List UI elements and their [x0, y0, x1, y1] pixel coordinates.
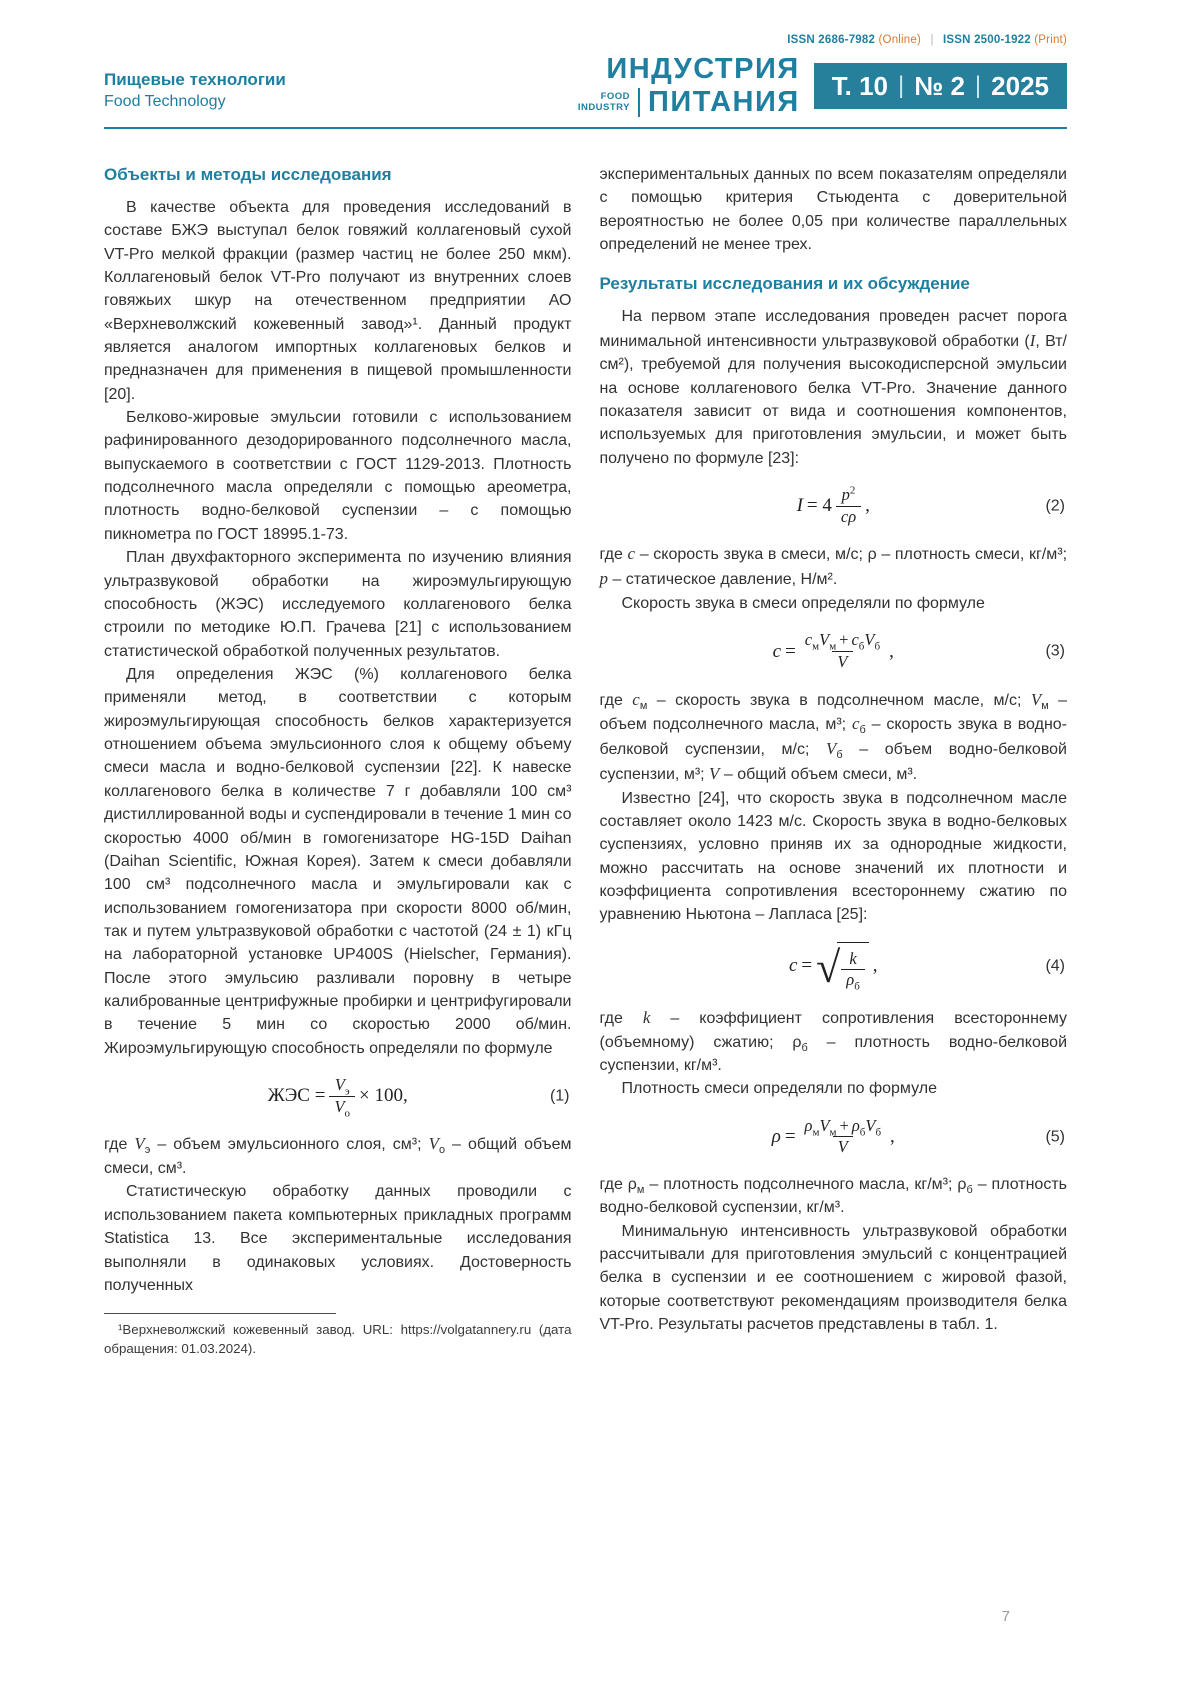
journal-title-line2	[578, 88, 800, 117]
radicand	[837, 942, 869, 991]
volume-issue-badge	[814, 63, 1067, 109]
fraction-denominator: cρ	[836, 506, 861, 528]
paragraph: На первом этапе исследования проведен расчет порога минимальной интенсивности ультразвуковой обработки (I, Вт/см²), требуемой для получения высокодисперсной эмульсии на основе коллагенового белка VT-Pro. Значение данного показателя зависит от вида и соотношения компонентов, используемых для приготовления эмульсии, и может быть получено по формуле [23]:	[599, 308, 1067, 467]
formula-legend: где c – скорость звука в смеси, м/с; ρ – плотность смеси, кг/м³; p – статическое давление, Н/м².	[599, 544, 1068, 589]
paragraph: Белково-жировые эмульсии готовили с использованием рафинированного дезодорированного подсолнечного масла, выпускаемого в соответствии с ГОСТ 1129-2013. Плотность подсолнечного масла определяли с помощью ареометра, плотность водно-белковой суспензии – с помощью пикнометра по ГОСТ 18995.1-73.	[104, 409, 572, 543]
formula-body	[787, 942, 880, 991]
formula-tail: ,	[872, 955, 878, 977]
fraction-numerator: $c_мV_м + c_бV_б$	[804, 630, 881, 653]
fraction-denominator: V	[833, 1136, 853, 1158]
formula-legend: где $V_э$ – объем эмульсионного слоя, см³; $V_о$ – общий объем смеси, см³.	[104, 1134, 572, 1178]
right-column	[600, 163, 1068, 1358]
fraction-denominator: V	[832, 651, 852, 673]
heading-objects-methods: Объекты и методы исследования	[104, 165, 392, 184]
heading-results-discussion: Результаты исследования и их обсуждение	[599, 274, 970, 294]
page-number: 7	[1001, 1608, 1010, 1625]
fraction	[800, 630, 885, 672]
issn-separator: |	[930, 34, 934, 46]
formula-tail: ,	[865, 495, 870, 517]
issn-print-number: ISSN 2500-1922	[943, 34, 1031, 46]
formula-legend: где k – коэффициент сопротивления всестороннему (объемному) сжатию; $\rho_б$ – плотность водно-белковой суспензии, кг/м³.	[599, 1007, 1068, 1075]
footnote-text: ¹Верхневолжский кожевенный завод. URL: https://volgatannery.ru (дата обращения: 01.03.2024).	[104, 1322, 572, 1356]
formula-tail: × 100,	[359, 1085, 408, 1107]
formula-lhs-variable: c	[772, 640, 782, 662]
paragraph: План двухфакторного эксперимента по изучению влияния ультразвуковой обработки на жироэмульгирующую способность (ЖЭС) исследуемого коллагенового белка строили по методике Ю.П. Грачева [21] с использованием статистической обработкой полученных результатов.	[104, 549, 572, 660]
formula-lhs-variable: c	[788, 955, 798, 977]
volume-separator: |	[974, 72, 982, 99]
fraction	[841, 949, 865, 991]
paragraph: Плотность смеси определяли по формуле	[621, 1080, 937, 1098]
formula-body	[770, 1116, 897, 1158]
journal-identity-block	[578, 34, 1067, 117]
formula-body	[771, 630, 896, 672]
footnote	[104, 1313, 572, 1358]
formula-legend: где $c_м$ – скорость звука в подсолнечном масле, м/с; $V_м$ – объем подсолнечного масла, м³; $c_б$ – скорость звука в водно-белковой суспензии, м/с; $V_б$ – объем водно-белковой суспензии, м³; V – общий объем смеси, м³.	[599, 689, 1068, 783]
journal-title	[578, 55, 800, 117]
left-column	[104, 163, 572, 1358]
journal-title-en-line1: FOOD	[600, 91, 631, 103]
formula-legend: где $\rho_м$ – плотность подсолнечного масла, кг/м³; $\rho_б$ – плотность водно-белковой суспензии, кг/м³.	[599, 1176, 1067, 1217]
fraction	[836, 485, 861, 527]
equation-number: (2)	[1045, 497, 1065, 515]
formula-lhs: =	[801, 955, 813, 977]
equation-number: (3)	[1045, 642, 1065, 660]
issn-line	[787, 34, 1067, 46]
issue-label: № 2	[914, 71, 965, 101]
year-label: 2025	[991, 71, 1049, 101]
formula-lhs: =	[785, 640, 796, 662]
section-title-en: Food Technology	[104, 93, 226, 110]
formula-lhs-variable: I	[796, 495, 803, 517]
journal-title-ru-line1: ИНДУСТРИЯ	[606, 53, 800, 85]
section-title-block	[104, 70, 286, 117]
fraction	[800, 1116, 887, 1158]
formula-zhes	[104, 1075, 572, 1120]
fraction-denominator: $V_о$	[329, 1096, 355, 1118]
fraction-numerator: $p^2$	[841, 484, 856, 505]
formula-tail: ,	[889, 640, 894, 662]
formula-lhs-variable: ρ	[771, 1126, 781, 1147]
formula-lhs: = 4	[806, 495, 832, 517]
paragraph: Для определения ЖЭС (%) коллагенового белка применяли метод, в соответствии с которым жироэмульгирующая способность белков характеризуется отношением объема эмульсионного слоя к общему объему смеси масла и водно-белковой суспензии [22]. К навеске коллагенового белка в количестве 7 г добавляли 100 см³ дистиллированной воды и суспендировали в течение 1 мин со скоростью 4000 об/мин в гомогенизаторе HG-15D Daihan (Daihan Scientific, Южная Корея). Затем к смеси добавляли 100 см³ подсолнечного масла и эмульгировали как с использованием гомогенизатора при скорости 8000 об/мин, так и путем ультразвуковой обработки с частотой (24 ± 1) кГц на лабораторной установке UP400S (Hielscher, Германия). После этого эмульсию разливали поровну в четыре калиброванные центрифужные пробирки и центрифугировали в течение 5 мин со скоростью 2000 об/мин. Жироэмульгирующую способность определяли по формуле	[104, 666, 572, 1057]
equation-number: (1)	[549, 1087, 570, 1105]
equation-number: (5)	[1045, 1128, 1065, 1146]
fraction-numerator: $\rho_мV_м + \rho_бV_б$	[804, 1115, 882, 1139]
formula-mixture-density	[600, 1116, 1068, 1158]
formula-tail: ,	[890, 1126, 895, 1147]
fraction-numerator: $V_э$	[334, 1075, 350, 1098]
paragraph-continuation: экспериментальных данных по всем показателям определяли с помощью критерия Стьюдента с доверительной вероятностью не более 0,05 при количестве параллельных определений не менее трех.	[599, 166, 1067, 254]
formula-intensity	[600, 485, 1068, 527]
issn-online-label: (Online)	[878, 34, 922, 46]
journal-title-ru-line2: ПИТАНИЯ	[648, 86, 800, 118]
paragraph: Статистическую обработку данных проводили с использованием пакета компьютерных прикладных программ Statistica 13. Все экспериментальные исследования выполняли в одинаковых условиях. Достоверность полученных	[104, 1183, 572, 1294]
issn-print-label: (Print)	[1034, 34, 1067, 46]
paragraph: Скорость звука в смеси определяли по формуле	[621, 594, 985, 612]
volume-separator: |	[898, 72, 905, 99]
page-header	[104, 34, 1067, 117]
footnote-divider	[104, 1313, 336, 1314]
formula-body	[266, 1075, 410, 1120]
fraction-numerator: k	[849, 948, 857, 968]
volume-label: Т. 10	[831, 71, 889, 101]
radical-sign: √	[816, 942, 841, 992]
square-root	[816, 942, 869, 991]
formula-lhs: ЖЭС =	[267, 1085, 326, 1107]
header-divider	[104, 127, 1067, 129]
fraction	[329, 1075, 355, 1120]
paragraph: Известно [24], что скорость звука в подсолнечном масле составляет около 1423 м/с. Скорость звука в водно-белковых суспензиях, условно приняв их за однородные жидкости, можно рассчитать на основе значений их плотности и коэффициента сопротивления всестороннему сжатию по уравнению Ньютона – Лапласа [25]:	[599, 789, 1067, 924]
formula-body	[795, 485, 872, 527]
logo-divider	[638, 88, 640, 117]
formula-newton-laplace	[600, 942, 1068, 991]
journal-logo	[578, 55, 1067, 117]
paragraph: Минимальную интенсивность ультразвуковой обработки рассчитывали для приготовления эмульсий с концентрацией белка в суспензии и ее соотношением с жировой фазой, которые соответствуют рекомендациям производителя белка VT-Pro. Результаты расчетов представлены в табл. 1.	[599, 1222, 1067, 1334]
formula-sound-speed	[600, 630, 1068, 672]
journal-title-en-line2: INDUSTRY	[577, 101, 631, 113]
equation-number: (4)	[1045, 957, 1065, 975]
issn-online-number: ISSN 2686-7982	[787, 34, 876, 46]
formula-lhs: =	[784, 1126, 796, 1147]
fraction-denominator: $\rho_б$	[841, 969, 865, 991]
paragraph: В качестве объекта для проведения исследований в составе БЖЭ выступал белок говяжий коллагеновый сухой VT-Pro мелкой фракции (размер частиц не более 250 мкм). Коллагеновый белок VT-Pro получают из внутренних слоев говяжьих шкур на отечественном предприятии АО «Верхневолжский кожевенный завод»¹. Данный продукт является аналогом импортных коллагеновых белков и предназначен для применения в пищевой промышленности [20].	[104, 198, 572, 403]
article-body	[104, 163, 1067, 1358]
section-title-ru: Пищевые технологии	[104, 70, 286, 89]
journal-title-en	[578, 92, 630, 113]
